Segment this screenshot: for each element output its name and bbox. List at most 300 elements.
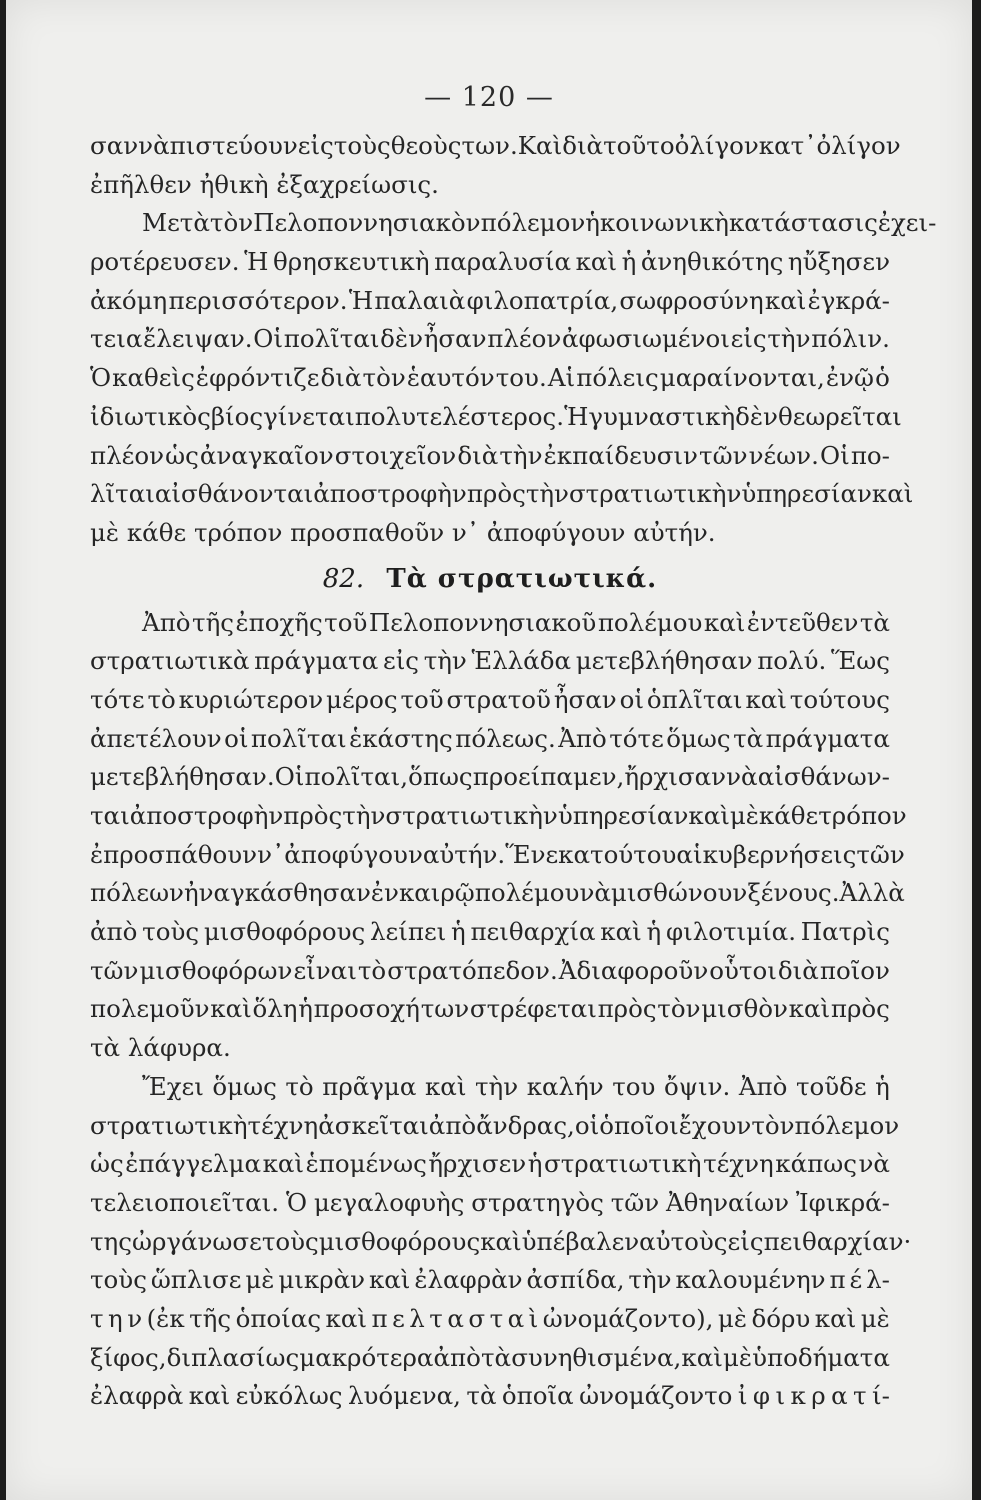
word: κατ᾽ bbox=[758, 131, 817, 160]
word: τ bbox=[429, 1303, 443, 1333]
word: ἀπὸ bbox=[428, 1110, 477, 1140]
word: ὁποῖα bbox=[501, 1381, 574, 1411]
text-line bbox=[90, 913, 890, 952]
word: κάπως bbox=[775, 1149, 857, 1179]
word: δὲν bbox=[380, 324, 423, 354]
word: τούτου bbox=[590, 839, 677, 869]
word: πλέον bbox=[90, 440, 164, 470]
word: ἀκόμη bbox=[90, 285, 168, 315]
word: οἱ bbox=[619, 684, 644, 714]
word: ὄψιν. bbox=[664, 1071, 731, 1101]
text-line bbox=[90, 1184, 890, 1223]
word: ἐντεῦθεν bbox=[746, 607, 859, 637]
word: κατάστασις bbox=[728, 208, 878, 238]
word: μέρος bbox=[326, 684, 398, 714]
word: ὥπλισε bbox=[150, 1265, 242, 1295]
word: ἐποχῆς bbox=[235, 607, 323, 637]
word: σ bbox=[468, 1303, 486, 1333]
word: στρατόπεδον. bbox=[387, 955, 558, 985]
word: ἀποστροφὴν bbox=[129, 801, 284, 830]
word: ἀσκεῖται bbox=[318, 1110, 429, 1140]
word: ται bbox=[90, 801, 130, 830]
word: προσοχή bbox=[313, 994, 420, 1024]
word: της bbox=[90, 1226, 132, 1256]
word: πολῖται bbox=[283, 324, 380, 354]
word: Ἀπὸ bbox=[558, 723, 607, 753]
word: τεια bbox=[90, 324, 143, 354]
word: φιλοπατρία, bbox=[466, 285, 619, 315]
word: Ἀπὸ bbox=[142, 607, 191, 637]
word: τὰ bbox=[859, 607, 890, 637]
word: καλουμένην bbox=[675, 1265, 826, 1295]
word: ἠναγκάσθησαν bbox=[183, 878, 371, 908]
word: τὸν bbox=[362, 363, 406, 393]
word: πράγματα bbox=[765, 723, 890, 753]
text-line: ἐπῆλθεν ἠθικὴ ἐξαχρείωσις. bbox=[90, 169, 439, 199]
word: Ἡ bbox=[348, 285, 374, 315]
word: ἦσαν bbox=[553, 684, 617, 714]
word: τὴν bbox=[767, 324, 811, 354]
word: ἡ bbox=[298, 994, 313, 1024]
word: ί- bbox=[872, 1381, 890, 1411]
word: Οἱ bbox=[274, 762, 305, 792]
word: ἀσπίδα, bbox=[526, 1265, 625, 1295]
text-line bbox=[90, 127, 901, 166]
word: ὑπέβαλεν bbox=[521, 1226, 640, 1256]
text-line: τὰ λάφυρα. bbox=[90, 1033, 231, 1063]
word: εἰς bbox=[383, 646, 420, 676]
word: Οἱ bbox=[253, 324, 283, 354]
word: πόλεμον bbox=[794, 1110, 900, 1140]
word: τότε bbox=[609, 723, 664, 753]
word: λ- bbox=[866, 1265, 890, 1295]
word: ὀλίγον bbox=[674, 131, 759, 160]
word: τὴν bbox=[499, 440, 543, 470]
word: διὰ bbox=[777, 955, 819, 985]
word: πρὸς bbox=[466, 479, 526, 509]
word: μακρότερα bbox=[299, 1342, 434, 1372]
word: ἐλαφρὰν bbox=[414, 1265, 523, 1295]
word: μὲ bbox=[722, 1342, 753, 1372]
word: α bbox=[447, 1303, 464, 1333]
word: πράγματα bbox=[254, 646, 379, 676]
word: συνηθισμένα, bbox=[511, 1342, 682, 1372]
word: ὑπηρεσίαν bbox=[557, 801, 689, 830]
word: Αἱ bbox=[547, 363, 576, 393]
word: πόλεμον bbox=[480, 208, 586, 238]
word: των bbox=[420, 994, 470, 1024]
word: διὰ bbox=[562, 131, 604, 160]
section-number: 82. bbox=[322, 563, 365, 594]
word: τοῦδε bbox=[795, 1071, 867, 1101]
word: τοὺς bbox=[261, 1226, 319, 1256]
text-line bbox=[90, 681, 890, 720]
word: αἰσθάνων- bbox=[757, 762, 890, 792]
word: ὠργάνωσε bbox=[131, 1226, 262, 1256]
word: ἀναγκαῖον bbox=[199, 440, 334, 470]
word: πρὸς bbox=[830, 994, 890, 1024]
word: αἰσθάνονται bbox=[154, 479, 314, 509]
word: πρὸς bbox=[283, 801, 343, 830]
word: φ bbox=[752, 1381, 771, 1411]
word: ἡ bbox=[585, 208, 600, 238]
word: ἀπετέλουν bbox=[90, 723, 222, 753]
word: Ὁ bbox=[285, 1187, 307, 1217]
word: καὶ bbox=[210, 994, 252, 1024]
word: στρατηγὸς bbox=[471, 1187, 604, 1217]
word: Πελοποννησιακὸν bbox=[253, 208, 481, 238]
word: τῶν bbox=[90, 955, 139, 985]
word: τέχνη bbox=[247, 1110, 319, 1140]
text-line bbox=[90, 359, 890, 398]
word: διὰ bbox=[457, 440, 499, 470]
word: δόρυ bbox=[751, 1303, 811, 1333]
word: μετεβλήθησαν. bbox=[90, 762, 275, 792]
word: τῶν bbox=[856, 839, 905, 869]
word: ν bbox=[127, 1303, 143, 1333]
word: μὲ bbox=[860, 1303, 890, 1333]
word: μὲ bbox=[245, 1265, 275, 1295]
word: καὶ bbox=[681, 1342, 723, 1372]
word: ι bbox=[775, 1381, 786, 1411]
text-line bbox=[90, 990, 890, 1029]
word: τὸ bbox=[285, 1071, 314, 1101]
section-title: Τὰ στρατιωτικά. bbox=[386, 563, 658, 594]
book-page bbox=[6, 0, 972, 1500]
word: νὰ bbox=[579, 878, 611, 908]
word: καὶ bbox=[188, 1381, 231, 1411]
word: προείπαμεν, bbox=[472, 762, 625, 792]
word: ἑαυτόν bbox=[406, 363, 495, 393]
word: τὰ bbox=[466, 1381, 497, 1411]
word: (ἐκ bbox=[146, 1303, 185, 1333]
word: Οἱ bbox=[819, 440, 850, 470]
word: πολέμου bbox=[474, 878, 580, 908]
word: ἡ bbox=[621, 247, 637, 277]
word: τὴν bbox=[423, 646, 467, 676]
word: Ἑλλάδα bbox=[471, 646, 572, 676]
word: πλέον bbox=[487, 324, 562, 354]
word: ἀφωσιωμένοι bbox=[561, 324, 730, 354]
word: ἤρχισεν bbox=[428, 1149, 527, 1179]
word: καλήν bbox=[526, 1071, 604, 1101]
word: των. bbox=[461, 131, 518, 160]
text-line bbox=[90, 642, 890, 681]
text-line bbox=[90, 282, 890, 321]
word: ηὔξησεν bbox=[787, 247, 890, 277]
word: τοὺς bbox=[333, 131, 391, 160]
word: μὲ bbox=[717, 1303, 747, 1333]
text-line bbox=[90, 1300, 890, 1339]
word: Ἡ bbox=[244, 247, 269, 277]
word: τ bbox=[489, 1303, 504, 1333]
word: καὶ bbox=[745, 684, 787, 714]
word: Ἀθηναίων bbox=[665, 1187, 790, 1217]
word: ἐνῷ bbox=[825, 363, 874, 393]
word: ποῖον bbox=[819, 955, 890, 985]
word: καὶ bbox=[871, 479, 914, 509]
word: τοῦ bbox=[400, 684, 444, 714]
word: ἦσαν bbox=[423, 324, 487, 354]
word: ἀποφύγουν bbox=[284, 839, 423, 869]
word: του bbox=[612, 1071, 656, 1101]
word: Ἔχει bbox=[142, 1071, 204, 1101]
text-line bbox=[90, 1261, 890, 1300]
word: ὶ bbox=[528, 1303, 539, 1333]
text-line bbox=[90, 475, 914, 514]
word: ὁποίας bbox=[235, 1303, 322, 1333]
word: ὅμως bbox=[666, 723, 731, 753]
word: μαραίνονται, bbox=[659, 363, 825, 393]
text-line bbox=[90, 1068, 890, 1107]
word: πρὸς bbox=[597, 994, 657, 1024]
word: Καὶ bbox=[517, 131, 563, 160]
word: πολέμου bbox=[597, 607, 703, 637]
text-line bbox=[90, 204, 937, 243]
word: τῆς bbox=[189, 1303, 232, 1333]
word: νέων. bbox=[748, 440, 819, 470]
text-line bbox=[90, 952, 890, 991]
word: θεοὺς bbox=[390, 131, 462, 160]
word: ὁποῖοι bbox=[599, 1110, 679, 1140]
word: τὸν bbox=[751, 1110, 795, 1140]
word: ἀπὸ bbox=[433, 1342, 481, 1372]
word: π bbox=[829, 1265, 846, 1295]
word: καὶ bbox=[480, 1226, 522, 1256]
text-line: μὲ κάθε τρόπον προσπαθοῦν ν᾽ ἀποφύγουν αὐτήν. bbox=[90, 517, 716, 547]
word: στρέφεται bbox=[469, 994, 597, 1024]
word: σαν bbox=[90, 131, 139, 160]
word: πόλεων bbox=[90, 878, 184, 908]
word: στρατιωτικὴ bbox=[544, 1149, 702, 1179]
word: α bbox=[507, 1303, 525, 1333]
word: στρατοῦ bbox=[446, 684, 551, 714]
word: κοινωνικὴ bbox=[599, 208, 729, 238]
word: καὶ bbox=[368, 1265, 411, 1295]
word: ὠνομάζοντο bbox=[579, 1381, 733, 1411]
word: τοῦ bbox=[324, 607, 368, 637]
word: Ἕως bbox=[830, 646, 890, 676]
word: ἤρχισαν bbox=[624, 762, 727, 792]
word: τὴν bbox=[475, 1071, 519, 1101]
text-line bbox=[90, 1377, 890, 1416]
word: ἰ bbox=[737, 1381, 748, 1411]
word: μισθὸν bbox=[701, 994, 788, 1024]
text-line bbox=[90, 1107, 900, 1146]
word: λυόμενα, bbox=[347, 1381, 461, 1411]
word: Πατρὶς bbox=[800, 917, 890, 947]
word: π bbox=[371, 1303, 388, 1333]
word: καὶ bbox=[262, 1149, 305, 1179]
word: ὡς bbox=[165, 440, 199, 470]
word: πο- bbox=[850, 440, 890, 470]
word: ὀλίγον bbox=[816, 131, 901, 160]
text-line bbox=[90, 604, 890, 643]
word: νὰ bbox=[858, 1149, 890, 1179]
word: εἰς bbox=[730, 324, 767, 354]
word: ἰδιωτικὸς bbox=[90, 401, 211, 431]
word: ἐχει- bbox=[877, 208, 937, 238]
word: μισθοφόρους bbox=[318, 1226, 481, 1256]
word: Ἀπὸ bbox=[738, 1071, 788, 1101]
word: ροτέρευσεν. bbox=[90, 247, 240, 277]
section-heading bbox=[90, 555, 890, 603]
word: πειθαρχία bbox=[470, 917, 596, 947]
word: δὲν bbox=[735, 401, 778, 431]
word: τοῦτο bbox=[603, 131, 675, 160]
page-number: — 120 — bbox=[424, 82, 554, 113]
word: ἐφρόντιζε bbox=[195, 363, 320, 393]
word: πολῖται bbox=[250, 723, 347, 753]
word: ὁπλῖται bbox=[646, 684, 743, 714]
word: στοιχεῖον bbox=[334, 440, 457, 470]
word: καὶ bbox=[814, 1303, 857, 1333]
body-text bbox=[90, 127, 937, 1416]
word: αἱ bbox=[676, 839, 703, 869]
text-line bbox=[90, 1145, 890, 1184]
word: ἀνηθικότης bbox=[640, 247, 784, 277]
word: εἶναι bbox=[293, 955, 357, 985]
word: πόλεως. bbox=[455, 723, 556, 753]
word: διὰ bbox=[320, 363, 362, 393]
word: ἡ bbox=[875, 1071, 890, 1101]
word: εἰς bbox=[727, 1226, 764, 1256]
word: νὰ bbox=[726, 762, 758, 792]
word: τ bbox=[853, 1381, 867, 1411]
word: οἱ bbox=[224, 723, 249, 753]
word: στρατιωτικὴ bbox=[90, 1110, 248, 1140]
word: μισθοφόρων bbox=[139, 955, 293, 985]
word: τὸν bbox=[657, 994, 701, 1024]
word: τούτους bbox=[789, 684, 890, 714]
word: πολυτελέστερος. bbox=[354, 401, 565, 431]
word: μισθώνουν bbox=[610, 878, 748, 908]
word: ἔλειψαν. bbox=[143, 324, 253, 354]
word: κ bbox=[790, 1381, 806, 1411]
word: καθεὶς bbox=[112, 363, 195, 393]
word: τὴν bbox=[628, 1265, 672, 1295]
word: στρατιωτικὴν bbox=[385, 801, 558, 830]
word: ν᾽ bbox=[257, 839, 285, 869]
text-line bbox=[90, 720, 890, 759]
word: λ bbox=[409, 1303, 425, 1333]
text-line bbox=[90, 874, 905, 913]
word: ἔχουν bbox=[678, 1110, 752, 1140]
word: καιρῷ bbox=[398, 878, 475, 908]
word: αὐτήν. bbox=[422, 839, 506, 869]
word: τότε bbox=[90, 684, 145, 714]
word: ὡς bbox=[90, 1149, 124, 1179]
word: στρατιωτικὴν bbox=[568, 479, 742, 509]
word: βίος bbox=[210, 401, 264, 431]
word: Μετὰ bbox=[142, 208, 210, 238]
word: έ bbox=[849, 1265, 863, 1295]
word: στρατιωτικὰ bbox=[90, 646, 250, 676]
word: μὲ bbox=[729, 801, 759, 830]
word: τὰ bbox=[733, 723, 764, 753]
word: καὶ bbox=[703, 607, 746, 637]
word: πειθαρχίαν· bbox=[763, 1226, 912, 1256]
word: κυριώτερον bbox=[178, 684, 324, 714]
word: καὶ bbox=[764, 285, 807, 315]
text-line bbox=[90, 398, 902, 437]
text-line bbox=[90, 243, 890, 282]
word: εὐκόλως bbox=[235, 1381, 343, 1411]
text-line bbox=[90, 1223, 912, 1262]
paragraph-before bbox=[90, 127, 937, 553]
word: πολεμοῦν bbox=[90, 994, 210, 1024]
word: λῖται bbox=[90, 479, 155, 509]
word: ἀποστροφὴν bbox=[313, 479, 467, 509]
word: θεωρεῖται bbox=[777, 401, 902, 431]
word: οἱ bbox=[574, 1110, 600, 1140]
text-line bbox=[90, 758, 890, 797]
word: διπλασίως bbox=[166, 1342, 300, 1372]
word: ὅπως bbox=[408, 762, 473, 792]
word: σωφροσύνη bbox=[619, 285, 764, 315]
word: τὸ bbox=[147, 684, 176, 714]
word: τοὺς bbox=[142, 917, 200, 947]
word: ἡ bbox=[527, 1149, 543, 1179]
word: τῆς bbox=[192, 607, 234, 637]
word: ἀπὸ bbox=[90, 917, 138, 947]
word: ἐλαφρὰ bbox=[90, 1381, 184, 1411]
word: Ἕνεκα bbox=[505, 839, 591, 869]
word: καὶ bbox=[600, 917, 642, 947]
word: Ἡ bbox=[564, 401, 589, 431]
word: οὗτοι bbox=[709, 955, 777, 985]
word: γυμναστικὴ bbox=[588, 401, 736, 431]
word: παλαιὰ bbox=[374, 285, 466, 315]
word: ὠνομάζοντο), bbox=[542, 1303, 714, 1333]
word: ξίφος, bbox=[90, 1342, 167, 1372]
word: Ἰφικρά- bbox=[795, 1187, 890, 1217]
word: ἑπομένως bbox=[305, 1149, 427, 1179]
word: πιστεύουν bbox=[169, 131, 298, 160]
text-line bbox=[90, 797, 907, 836]
word: περισσότερον. bbox=[168, 285, 348, 315]
word: η bbox=[108, 1303, 123, 1333]
word: ρ bbox=[811, 1381, 826, 1411]
word: ἐγκρά- bbox=[807, 285, 890, 315]
word: τὴν bbox=[525, 479, 569, 509]
word: ἑκάστης bbox=[349, 723, 453, 753]
paragraph-after bbox=[90, 604, 912, 1416]
word: πρᾶγμα bbox=[322, 1071, 417, 1101]
word: θρησκευτικὴ bbox=[272, 247, 430, 277]
text-line bbox=[90, 1339, 890, 1378]
word: Ἀδιαφοροῦν bbox=[558, 955, 709, 985]
word: ε bbox=[392, 1303, 405, 1333]
word: ἐκπαίδευσιν bbox=[543, 440, 698, 470]
word: ἡ bbox=[451, 917, 466, 947]
word: μεγαλοφυὴς bbox=[313, 1187, 465, 1217]
text-line bbox=[90, 437, 890, 476]
word: τῶν bbox=[610, 1187, 660, 1217]
word: κάθε bbox=[758, 801, 819, 830]
word: εἰς bbox=[297, 131, 334, 160]
word: τελειοποιεῖται. bbox=[90, 1187, 280, 1217]
word: πόλιν. bbox=[811, 324, 890, 354]
word: Πελοποννησιακοῦ bbox=[368, 607, 597, 637]
word: καὶ bbox=[575, 247, 618, 277]
word: ὑπηρεσίαν bbox=[741, 479, 872, 509]
word: ἡ bbox=[646, 917, 662, 947]
word: πολύ. bbox=[757, 646, 827, 676]
word: καὶ bbox=[424, 1071, 467, 1101]
word: τὸ bbox=[357, 955, 387, 985]
text-line bbox=[90, 320, 890, 359]
